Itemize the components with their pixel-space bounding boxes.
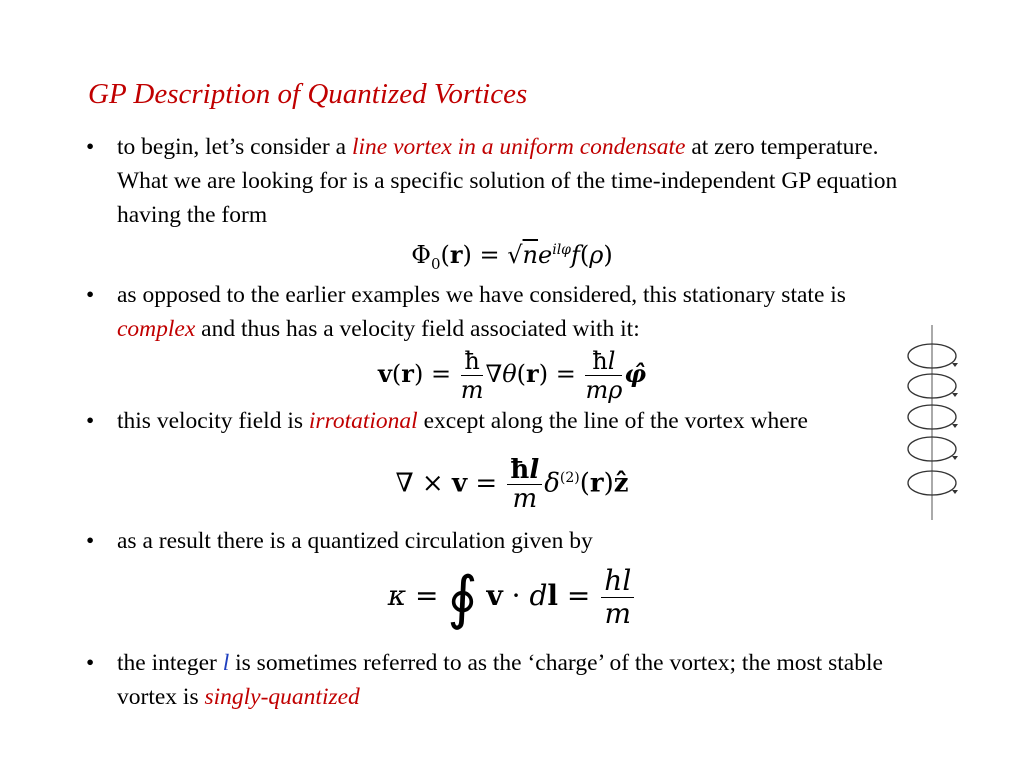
bullet-text: the integer l is sometimes referred to as the ‘charge’ of the vortex; the most stable vortex is singly-quantized xyxy=(117,650,883,710)
bullet-text: to begin, let’s consider a line vortex in a uniform condensate at zero temperature. What we are looking for is a specific solution of the time-independent GP equation having the form xyxy=(117,134,898,228)
bullet-dot: • xyxy=(86,282,95,308)
bullet-dot: • xyxy=(86,408,95,434)
arrow-icon xyxy=(952,363,958,367)
vortex-line-diagram xyxy=(900,325,970,520)
bullet-dot: • xyxy=(86,528,95,554)
bullet-text: as a result there is a quantized circulation given by xyxy=(117,528,593,554)
bullet-dot: • xyxy=(86,650,95,676)
bullet-2 xyxy=(86,278,916,346)
equation-curl: ∇ × v = $\frac{ħl}{m}$ $\delta^{(2)}(r)ẑ$ xyxy=(395,455,629,514)
bullet-dot: • xyxy=(86,134,95,160)
emphasis-integer: l xyxy=(222,650,230,676)
bullet-3 xyxy=(86,404,916,438)
arrow-icon xyxy=(952,393,958,397)
slide-title: GP Description of Quantized Vortices xyxy=(88,78,528,110)
equation-velocity: v(r) = $\frac{ħ}{m}$ ∇θ(r) = $\frac{ħl}{m\rho}$ φ̂ xyxy=(377,347,647,404)
emphasis: irrotational xyxy=(308,408,418,434)
emphasis: singly-quantized xyxy=(204,684,360,710)
equation-circulation: κ = ∮ v · dl = $\frac{hl}{m}$ xyxy=(0,565,1024,630)
equation-wavefunction: $\Phi_0(r) = √ne^{il\varphi}f(\rho)$ xyxy=(411,240,613,273)
bullet-text: as opposed to the earlier examples we have considered, this stationary state is complex and thus has a velocity field associated with it: xyxy=(117,282,846,342)
arrow-icon xyxy=(952,490,958,494)
arrow-icon xyxy=(952,424,958,428)
emphasis: complex xyxy=(117,316,196,342)
bullet-4 xyxy=(86,524,916,558)
bullet-5 xyxy=(86,646,916,714)
bullet-1 xyxy=(86,130,916,232)
arrow-icon xyxy=(952,456,958,460)
emphasis: line vortex in a uniform condensate xyxy=(351,134,686,160)
bullet-text: this velocity field is irrotational except along the line of the vortex where xyxy=(117,408,808,434)
